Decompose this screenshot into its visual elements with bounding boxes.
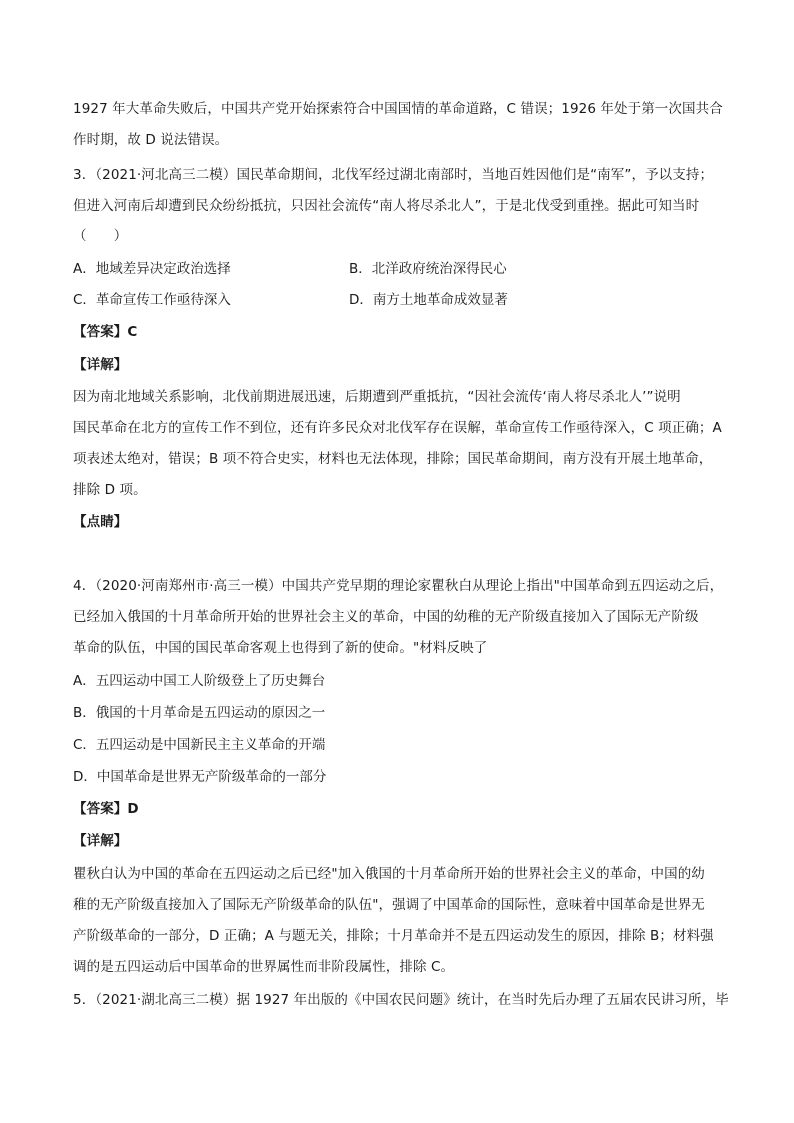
intro-line-1: 1927 年大革命失败后，中国共产党开始探索符合中国国情的革命道路，C 错误；1926 年处于第一次国共合 (73, 101, 723, 117)
q3-stem-line-1: 3．（2021·河北高三二模）国民革命期间，北伐军经过湖北南部时，当地百姓因他们是“南军”，予以支持； (73, 167, 714, 183)
q4-detail-line-2: 稚的无产阶级直接加入了国际无产阶级革命的队伍"，强调了中国革命的国际性，意味着中国革命是世界无 (73, 897, 705, 913)
q4-stem-line-2: 已经加入俄国的十月革命所开始的世界社会主义的革命，中国的幼稚的无产阶级直接加入了国际无产阶级 (73, 609, 699, 625)
q5-stem-line-1: 5．（2021·湖北高三二模）据 1927 年出版的《中国农民问题》统计，在当时先后办理了五届农民讲习所，毕 (73, 992, 729, 1008)
q4-detail-line-3: 产阶级革命的一部分，D 正确；A 与题无关，排除；十月革命并不是五四运动发生的原因，排除 B；材料强 (73, 928, 714, 944)
q3-point-label: 【点睛】 (73, 514, 128, 530)
q4-option-b: B．俄国的十月革命是五四运动的原因之一 (73, 705, 326, 721)
q4-option-d: D．中国革命是世界无产阶级革命的一部分 (73, 769, 327, 785)
q3-option-d: D．南方土地革命成效显著 (349, 292, 508, 308)
q4-answer: 【答案】D (73, 801, 139, 817)
intro-line-2: 作时期，故 D 说法错误。 (73, 132, 229, 148)
q3-answer: 【答案】C (73, 324, 138, 340)
q3-detail-line-2: 国民革命在北方的宣传工作不到位，还有许多民众对北伐军存在误解，革命宣传工作亟待深入，C 项正确；A (73, 420, 722, 436)
q3-stem-line-2: 但进入河南后却遭到民众纷纷抵抗，只因社会流传“南人将尽杀北人”，于是北伐受到重挫。据此可知当时 (73, 198, 700, 214)
q4-detail-label: 【详解】 (73, 833, 128, 849)
q3-option-a: A．地域差异决定政治选择 (73, 261, 231, 277)
q3-stem-line-3: （ ） (73, 228, 128, 244)
q4-detail-line-4: 调的是五四运动后中国革命的世界属性而非阶段属性，排除 C。 (73, 959, 455, 975)
q3-detail-line-4: 排除 D 项。 (73, 482, 147, 498)
q4-stem-line-3: 革命的队伍，中国的国民革命客观上也得到了新的使命。"材料反映了 (73, 640, 488, 656)
q3-option-b: B．北洋政府统治深得民心 (349, 261, 507, 277)
q4-option-c: C．五四运动是中国新民主主义革命的开端 (73, 737, 326, 753)
q3-detail-label: 【详解】 (73, 357, 128, 373)
q3-option-c: C．革命宣传工作亟待深入 (73, 292, 231, 308)
q3-detail-line-3: 项表述太绝对，错误；B 项不符合史实，材料也无法体现，排除；国民革命期间，南方没有开展土地革命， (73, 451, 713, 467)
q4-stem-line-1: 4．（2020·河南郑州市·高三一模）中国共产党早期的理论家瞿秋白从理论上指出"中国革命到五四运动之后， (73, 578, 724, 594)
q4-detail-line-1: 瞿秋白认为中国的革命在五四运动之后已经"加入俄国的十月革命所开始的世界社会主义的革命，中国的幼 (73, 866, 705, 882)
q3-detail-line-1: 因为南北地域关系影响，北伐前期进展迅速，后期遭到严重抵抗，“因社会流传‘南人将尽杀北人’”说明 (73, 389, 681, 405)
q4-option-a: A．五四运动中国工人阶级登上了历史舞台 (73, 673, 326, 689)
